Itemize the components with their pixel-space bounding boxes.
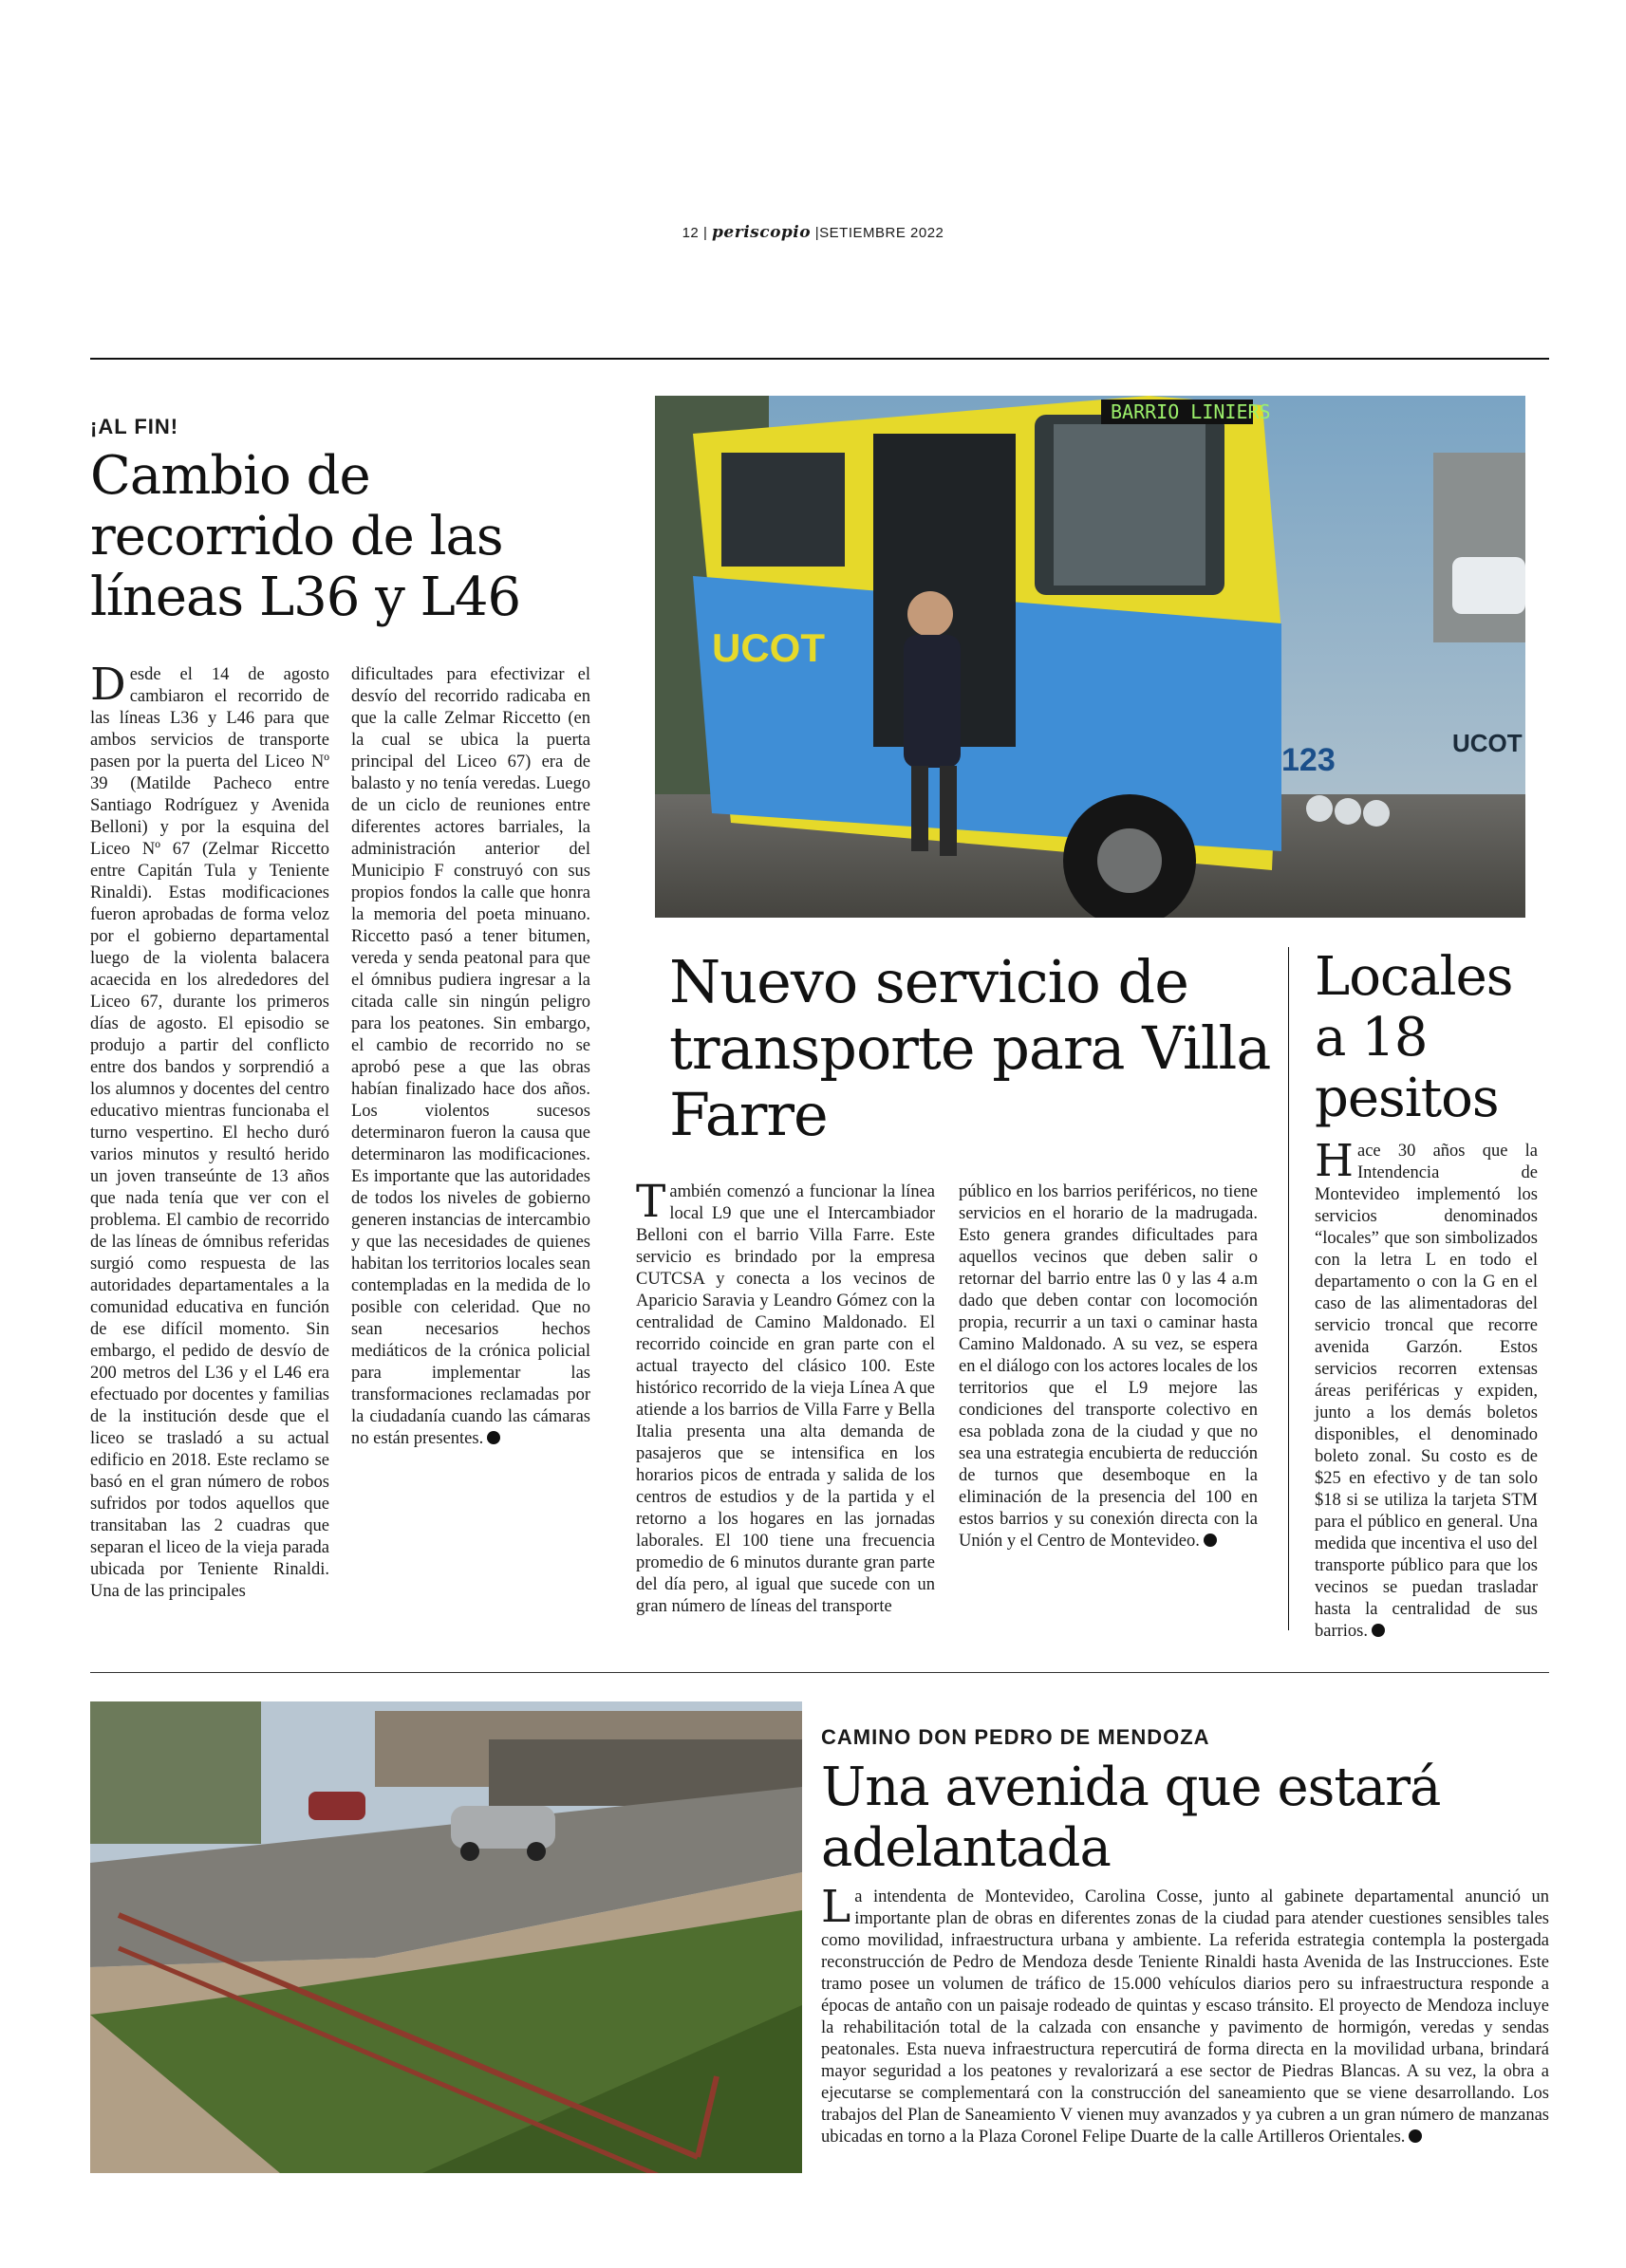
article1-kicker: ¡AL FIN! [90, 415, 179, 438]
column-divider [1288, 947, 1289, 1630]
street-photo [90, 1701, 802, 2173]
article2-column-2 [959, 1181, 1258, 1552]
end-mark [1372, 1624, 1385, 1637]
page-number: 12 [682, 225, 700, 241]
article1-column-1 [90, 659, 329, 1603]
article1-col1-text: esde el 14 de agosto cambiaron el recorrido de las líneas L36 y L46 para que ambos servicios de transporte pasen por la puerta del Liceo Nº 39 (Matilde Pacheco entre Santiago Rodríguez y Avenida Belloni) y por la esquina del Liceo Nº 67 (Zelmar Riccetto entre Capitán Tula y Teniente Rinaldi). Estas modificaciones fueron aprobadas de forma veloz por el gobierno departamental luego de la violenta balacera acaecida en los alrededores del Liceo 67, durante los primeros días de agosto. El episodio se produjo a partir del conflicto entre dos bandos y sorprendió a los alumnos y docentes del centro educativo mientras funcionaba el turno vespertino. El hecho duró varios minutos y resultó herido un joven transeúnte de 13 años que nada tenía que ver con el problema. El cambio de recorrido de las líneas de ómnibus referidas surgió como respuesta de las autoridades departamentales a la comunidad educativa en función de ese difícil momento. Sin embargo, el pedido de desvío de 200 metros del L36 y el L46 era efectuado por docentes y familias de la institución desde que el liceo se trasladó a su actual edificio en 2018. Este reclamo se basó en el gran número de robos sufridos por todos aquellos que transitaban las 2 cuadras que separan el liceo de la vieja parada ubicada por Teniente Rinaldi. Una de las principales [90, 665, 329, 1601]
article1-col2-text: dificultades para efectivizar el desvío del recorrido radicaba en que la calle Zelmar Riccetto (en la cual se ubica la puerta principal del Liceo 67) era de balasto y no tenía veredas. Luego de un ciclo de reuniones entre diferentes actores barriales, la administración anterior del Municipio F construyó con sus propios fondos la calle que honra la memoria del poeta minuano. Riccetto pasó a tener bitumen, vereda y senda peatonal para que el ómnibus pudiera ingresar a la citada calle sin ningún peligro para los peatones. Sin embargo, el cambio de recorrido no se aprobó pese a que las obras habían finalizado hace dos años. Los violentos sucesos determinaron fueron la causa que determinaron las modificaciones. Es importante que las autoridades de todos los niveles de gobierno generen instancias de intercambio y que las necesidades de quienes habitan los territorios locales sean contempladas en la medida de lo posible con celeridad. Que no sean necesarios hechos mediáticos de la crónica policial para implementar las transformaciones reclamadas por la ciudadanía cuando las cámaras no están presentes. [351, 665, 590, 1448]
article2-column-1 [636, 1176, 935, 1618]
article3-body [1315, 1135, 1538, 1643]
article4-dropcap: L [821, 1881, 851, 1933]
publication-name: periscopio [712, 223, 812, 242]
article1-column-2 [351, 664, 590, 1450]
bus-photo [655, 396, 1525, 918]
end-mark [487, 1431, 500, 1444]
article3-dropcap: H [1315, 1135, 1354, 1187]
article2-headline: Nuevo servicio de transporte para Villa Farre [669, 947, 1271, 1149]
article3-text: ace 30 años que la Intendencia de Montevideo implementó los servicios denominados “locales” que son simbolizados con la letra L en todo el departamento o con la G en el caso de las alimentadoras del servicio troncal que recorre avenida Garzón. Estos servicios recorren extensas áreas periféricas y expiden, junto a los demás boletos disponibles, el denominado boleto zonal. Su costo es de $25 en efectivo y de tan solo $18 si se utiliza la tarjeta STM para el público en general. Una medida que incentiva el uso del transporte público para que los vecinos se puedan trasladar hasta la centralidad de sus barrios. [1315, 1142, 1538, 1641]
bus-logo-side: UCOT [712, 625, 825, 670]
article2-col1-text: ambién comenzó a funcionar la línea local L9 que une el Intercambiador Belloni con el barrio Villa Farre. Este servicio es brindado por la empresa CUTCSA y conecta a los vecinos de Aparicio Saravia y Leandro Gómez con la centralidad de Camino Maldonado. El recorrido coincide en gran parte con el actual trayecto del clásico 100. Este histórico recorrido de la vieja Línea A que atiende a los barrios de Villa Farre y Bella Italia presenta una alta demanda de pasajeros que se intensifica en los horarios picos de entrada y salida de los centros de estudios y de la partida y el retorno a los hogares en las jornadas laborales. El 100 tiene una frecuencia promedio de 6 minutos durante gran parte del día pero, al igual que sucede con un gran número de líneas del transporte [636, 1182, 935, 1616]
article3-headline: Locales a 18 pesitos [1315, 946, 1513, 1129]
article1-headline: Cambio de recorrido de las líneas L36 y L46 [90, 445, 521, 628]
issue-date: SETIEMBRE 2022 [819, 225, 944, 241]
section-rule [90, 1672, 1549, 1673]
article1-dropcap: D [90, 659, 126, 711]
page-folio: 12 | periscopio |SETIEMBRE 2022 [682, 223, 944, 242]
article4-text: a intendenta de Montevideo, Carolina Cosse, junto al gabinete departamental anunció un importante plan de obras en diferentes zonas de la ciudad para atender cuestiones sensibles tales como movilidad, infraestructura urbana y ambiente. La referida estrategia contempla la postergada reconstrucción de Pedro de Mendoza desde Teniente Rinaldi hasta Avenida de las Instrucciones. Este tramo posee un volumen de tráfico de 15.000 vehículos diarios pero su infraestructura responde a épocas de antaño con un paisaje rodeado de quintas y escaso tránsito. El proyecto de Mendoza incluye la rehabilitación total de la calzada con ensanche y pavimento de hormigón, veredas y sendas peatonales. Esta nueva infraestructura repercutirá de forma directa en la movilidad urbana, brindará mayor seguridad a los peatones y revalorizará a ese sector de Piedras Blancas. A su vez, la obra a ejecutarse se complementará con la construcción del saneamiento que se viene desarrollando. Los trabajos del Plan de Saneamiento V vienen muy avanzados y ya cubren a un gran número de manzanas ubicadas en torno a la Plaza Coronel Felipe Duarte de la calle Artilleros Orientales. [821, 1887, 1549, 2147]
end-mark [1204, 1534, 1217, 1547]
top-rule [90, 358, 1549, 360]
bus-destination-sign: BARRIO LINIERS [1111, 400, 1271, 423]
bus-logo-front: UCOT [1452, 729, 1523, 757]
article2-dropcap: T [636, 1176, 666, 1228]
article2-col2-text: público en los barrios periféricos, no tiene servicios en el horario de la madrugada. Esto genera grandes dificultades para aquellos vecinos que deben salir o retornar del barrio entre las 0 y las 4 a.m dado que deben contar con locomoción propia, recurrir a un taxi o caminar hasta Camino Maldonado. A su vez, se espera en el diálogo con los actores locales de los territorios que el L9 mejore las condiciones del transporte colectivo en esa poblada zona de la ciudad y que no sea una estrategia encubierta de reducción de turnos que desemboque en la eliminación de la presencia del 100 en estos barrios y su conexión directa con la Unión y el Centro de Montevideo. [959, 1182, 1258, 1551]
bus-number: 123 [1281, 742, 1336, 778]
article4-headline: Una avenida que estará adelantada [821, 1757, 1441, 1879]
article4-body [821, 1881, 1549, 2148]
article4-kicker: CAMINO DON PEDRO DE MENDOZA [821, 1725, 1210, 1749]
end-mark [1409, 2129, 1422, 2143]
